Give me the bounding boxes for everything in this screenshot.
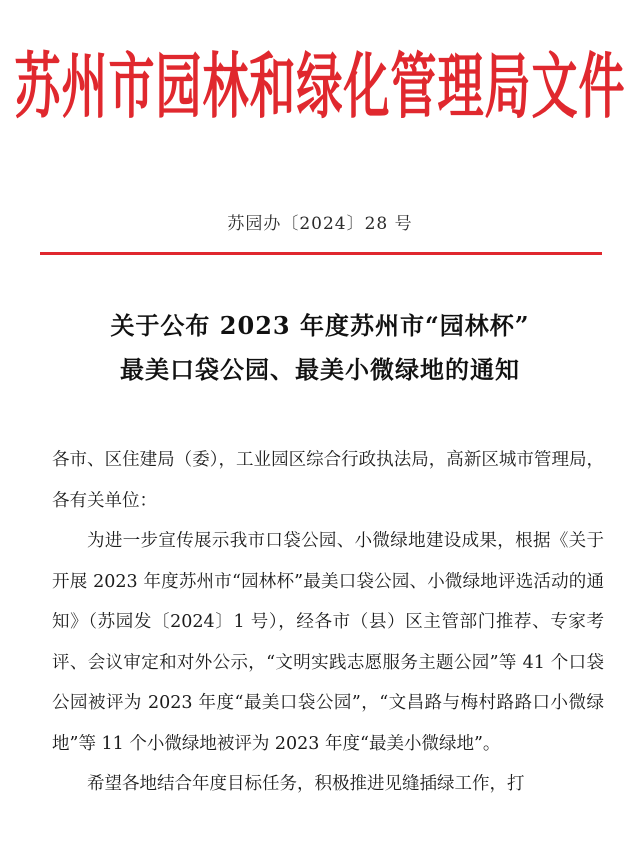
body-paragraph-2: 希望各地结合年度目标任务，积极推进见缝插绿工作，打 [87,774,525,794]
red-divider-line [40,252,602,255]
document-body [52,440,604,805]
masthead [0,40,640,132]
body-paragraph-1: 为进一步宣传展示我市口袋公园、小微绿地建设成果，根据《关于开展 2023 年度苏州市“园林杯”最美口袋公园、小微绿地评选活动的通知》（苏园发〔2024〕1 号），经各市（县）区主管部门推荐、专家考评、会议审定和对外公示，“文明实践志愿服务主题公园”等 41 个口袋公园被评为 2023 年度“最美口袋公园”，“文昌路与梅村路路口小微绿地”等 11 个小微绿地被评为 2023 年度“最美小微绿地”。 [52,531,604,754]
salutation-paragraph: 各市、区住建局（委），工业园区综合行政执法局，高新区城市管理局，各有关单位： [52,450,604,511]
notice-title-line-2: 最美口袋公园、最美小微绿地的通知 [120,355,520,384]
masthead-title: 苏州市园林和绿化管理局文件 [14,44,626,128]
document-number: 苏园办〔2024〕28 号 [227,214,413,234]
notice-title-line-1: 关于公布 2023 年度苏州市“园林杯” [110,311,530,340]
